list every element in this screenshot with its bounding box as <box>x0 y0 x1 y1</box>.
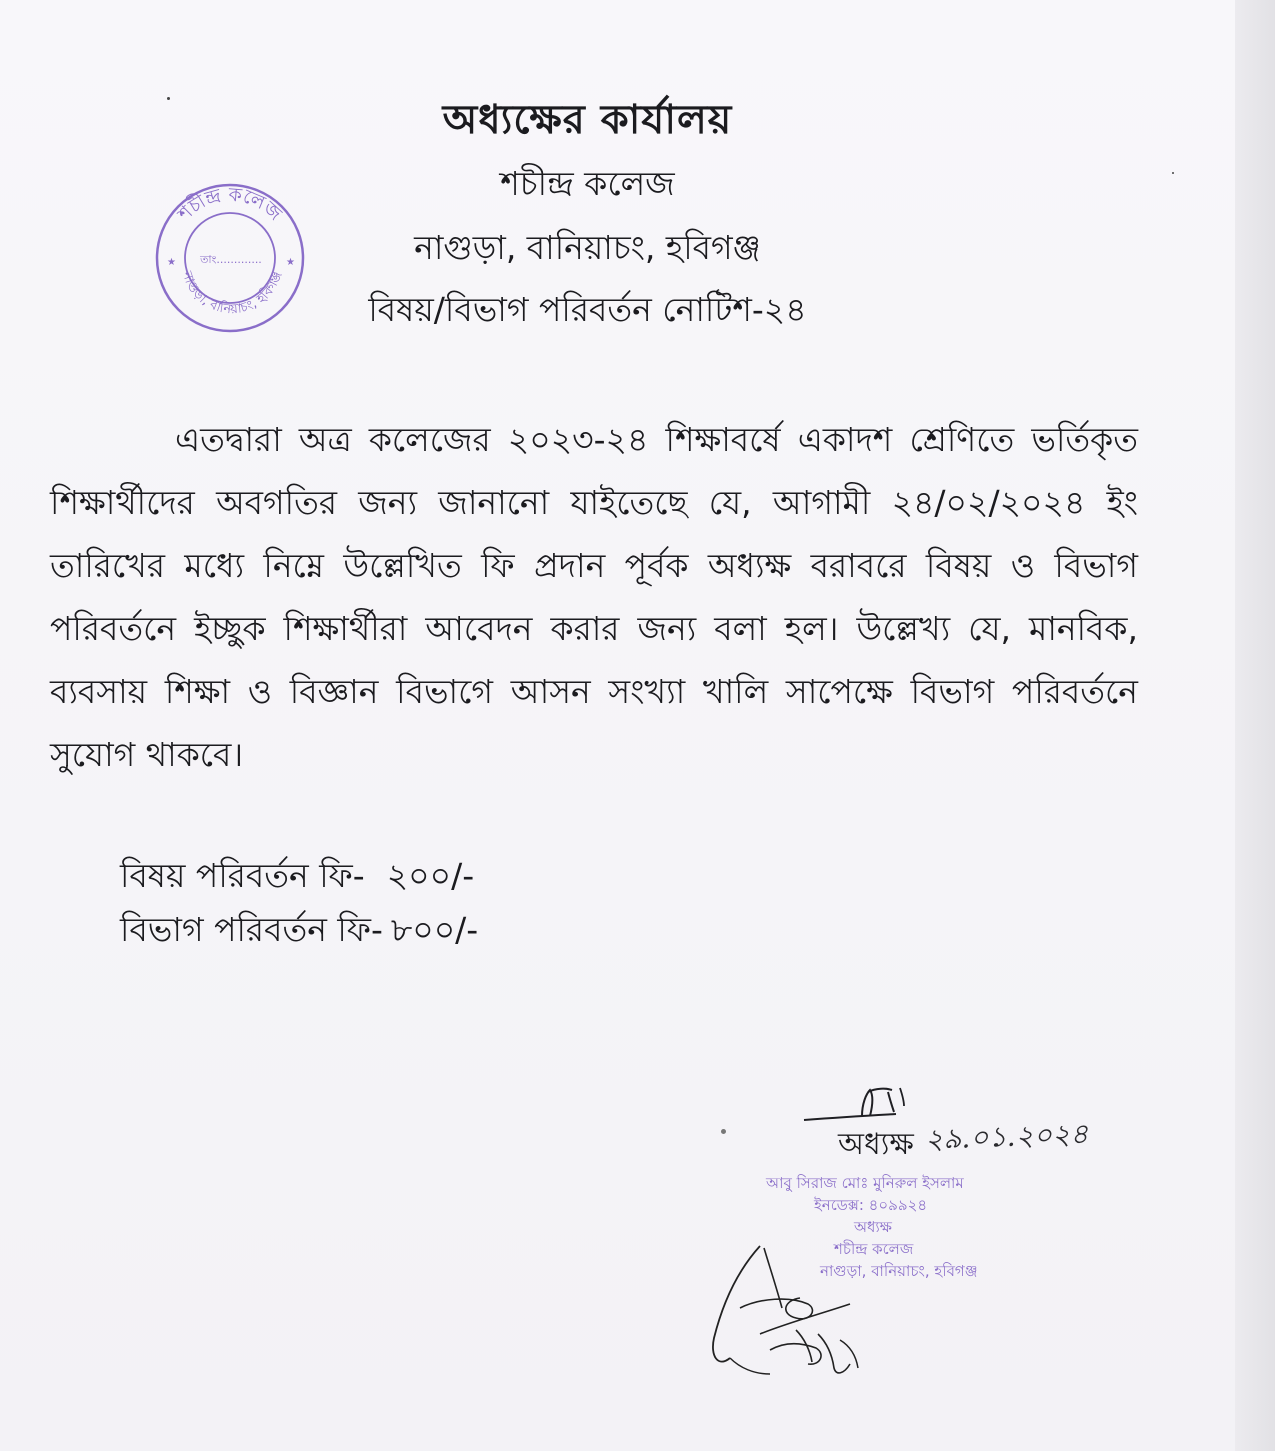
stamp-star-icon: ★ <box>167 257 176 268</box>
dust-speck <box>167 97 170 100</box>
stamp-star-icon: ★ <box>286 257 295 268</box>
page-edge-shadow <box>1235 0 1275 1451</box>
fee-amount: ২০০/- <box>386 856 475 895</box>
principal-designation: অধ্যক্ষ <box>838 1127 914 1162</box>
notice-body-paragraph: এতদ্বারা অত্র কলেজের ২০২৩-২৪ শিক্ষাবর্ষে একাদশ শ্রেণিতে ভর্তিকৃত শিক্ষার্থীদের অবগতির জন্য জানানো যাইতেছে যে, আগামী ২৪/০২/২০২৪ ইং তারিখের মধ্যে নিম্নে উল্লেখিত ফি প্রদান পূর্বক অধ্যক্ষ বরাবরে বিষয় ও বিভাগ পরিবর্তনে ইচ্ছুক শিক্ষার্থীরা আবেদন করার জন্য বলা হল। উল্লেখ্য যে, মানবিক, ব্যবসায় শিক্ষা ও বিজ্ঞান বিভাগে আসন সংখ্যা খালি সাপেক্ষে বিভাগ পরিবর্তনে সুযোগ থাকবে। <box>50 420 1138 774</box>
seal-name: আবু সিরাজ মোঃ মুনিরুল ইসলাম <box>766 1174 964 1192</box>
handwritten-signature <box>700 1238 880 1388</box>
fee-row-department-change <box>120 904 478 960</box>
dust-speck <box>1172 172 1174 174</box>
seal-index: ইনডেক্স: ৪০৯৯২৪ <box>814 1196 928 1214</box>
stamp-bottom-text: নাগুড়া, বানিয়াচং, হবিগঞ্জ <box>178 269 286 318</box>
fee-row-subject-change <box>120 850 474 906</box>
seal-designation: অধ্যক্ষ <box>854 1218 892 1236</box>
college-address: নাগুড়া, বানিয়াচং, হবিগঞ্জ <box>414 228 761 267</box>
signature-date: ২৯.০১.২০২৪ <box>924 1117 1089 1156</box>
college-name: শচীন্দ্র কলেজ <box>500 164 675 203</box>
office-title: অধ্যক্ষের কার্যালয় <box>442 97 733 143</box>
fee-amount: ৮০০/- <box>390 910 479 949</box>
dust-speck <box>721 1129 726 1134</box>
stamp-date-field: তাং............. <box>200 253 262 266</box>
fee-label: বিভাগ পরিবর্তন ফি- <box>120 910 383 949</box>
seal-college: শচীন্দ্র কলেজ <box>834 1240 914 1258</box>
stamp-top-text: শচীন্দ্র কলেজ <box>173 183 286 226</box>
notice-title: বিষয়/বিভাগ পরিবর্তন নোটিশ-২৪ <box>368 290 807 329</box>
fee-label: বিষয় পরিবর্তন ফি- <box>120 856 365 895</box>
seal-address: নাগুড়া, বানিয়াচং, হবিগঞ্জ <box>820 1262 978 1280</box>
